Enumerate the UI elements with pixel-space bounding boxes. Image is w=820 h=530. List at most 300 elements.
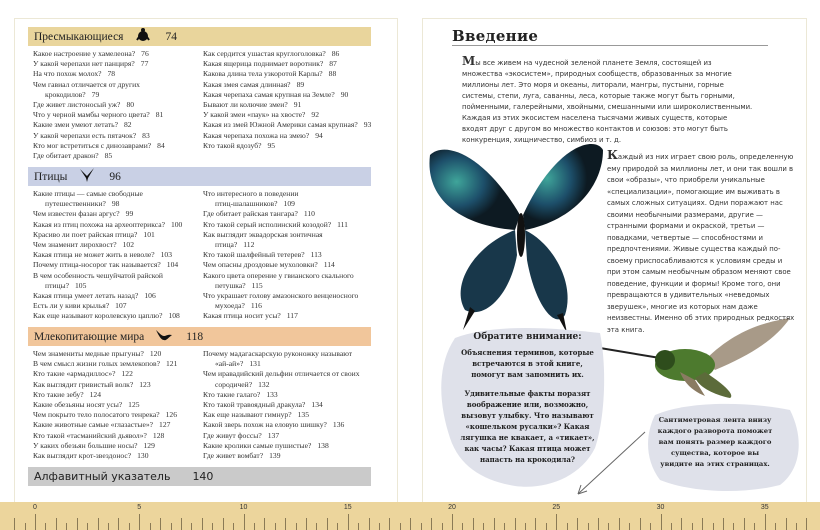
ruler-tick bbox=[462, 523, 463, 530]
ruler-label: 15 bbox=[343, 504, 352, 511]
toc-entry[interactable] bbox=[203, 260, 358, 270]
ruler-tick bbox=[661, 514, 662, 530]
entry-question: Бывают ли колючие змеи? bbox=[203, 100, 288, 110]
entry-page-number: 131 bbox=[249, 359, 261, 369]
drop-cap: К bbox=[607, 148, 618, 162]
toc-column-left bbox=[33, 49, 165, 161]
toc-entry[interactable] bbox=[203, 410, 360, 420]
toc-entry[interactable] bbox=[33, 301, 182, 311]
page-title: Введение bbox=[452, 27, 539, 45]
entry-question: Кто такой ядозуб? bbox=[203, 140, 262, 150]
toc-entry[interactable] bbox=[203, 49, 371, 59]
entry-question: Чем знамениты медные прыгуны? bbox=[33, 349, 144, 358]
entry-page-number: 102 bbox=[122, 240, 134, 250]
entry-page-number: 91 bbox=[293, 100, 302, 110]
toc-entry[interactable] bbox=[203, 110, 371, 120]
toc-entry[interactable] bbox=[33, 220, 182, 230]
toc-column-right bbox=[203, 49, 371, 151]
ruler-tick bbox=[306, 518, 307, 530]
toc-entry[interactable] bbox=[203, 369, 360, 389]
drop-cap: М bbox=[462, 54, 476, 68]
ruler-label: 30 bbox=[656, 504, 665, 511]
ruler-tick bbox=[619, 518, 620, 530]
toc-column-right bbox=[203, 189, 358, 322]
entry-page-number: 77 bbox=[140, 59, 149, 69]
ruler-label: 0 bbox=[33, 504, 37, 511]
ruler-label: 20 bbox=[448, 504, 456, 511]
ruler-tick bbox=[556, 514, 557, 530]
entry-page-number: 82 bbox=[123, 120, 132, 130]
ruler-tick bbox=[223, 518, 224, 530]
toc-entry[interactable] bbox=[203, 131, 371, 141]
ruler-tick bbox=[316, 523, 317, 530]
entry-page-number: 133 bbox=[266, 389, 278, 399]
ruler-tick bbox=[786, 518, 787, 530]
ruler-tick bbox=[671, 523, 672, 530]
butterfly-image bbox=[425, 135, 605, 335]
paragraph-text: ы все живем на чудесной зеленой планете Земля, состоящей из множества «экосистем», природных сообществ, образованных за многие миллионы лет. Это моря и океаны, литорали, мангры, пустыни, горные системы, степи, луга, саванны, леса, которые также могут быть горными, пойменными, галерейными, хвойными, смешанными или широколиственными. Каждая из этих экосистем населена тысячами живых существ, которые входят друг с другом во множество контактов и союзов: это могут быть конкуренция, хищничество, симбиоз и т. д. bbox=[462, 59, 753, 144]
entry-page-number: 125 bbox=[128, 400, 140, 410]
entry-page-number: 107 bbox=[115, 301, 127, 311]
entry-page-number: 95 bbox=[267, 140, 276, 150]
entry-page-number: 81 bbox=[155, 110, 164, 120]
entry-question: Чем знаменит лирохвост? bbox=[33, 240, 117, 250]
toc-entry[interactable] bbox=[33, 451, 177, 461]
section-page-number: 96 bbox=[109, 170, 121, 183]
section-title: Млекопитающие мира bbox=[34, 330, 145, 343]
entry-page-number: 98 bbox=[111, 199, 120, 209]
intro-paragraph-2 bbox=[607, 150, 797, 336]
ruler-tick bbox=[56, 518, 57, 530]
ruler-tick bbox=[400, 523, 401, 530]
entry-question: Кто такие «армадиллос»? bbox=[33, 369, 116, 379]
ruler-tick bbox=[806, 518, 807, 530]
ruler-tick bbox=[535, 518, 536, 530]
entry-page-number: 137 bbox=[267, 430, 280, 440]
entry-page-number: 139 bbox=[269, 451, 281, 461]
entry-question: На что похож молох? bbox=[33, 69, 102, 79]
toc-entry[interactable] bbox=[203, 230, 358, 250]
centimeter-ruler bbox=[0, 502, 820, 530]
entry-page-number: 121 bbox=[166, 359, 178, 369]
toc-entry[interactable] bbox=[33, 100, 165, 110]
entry-page-number: 110 bbox=[303, 209, 315, 219]
ruler-tick bbox=[358, 523, 359, 530]
entry-question: Что украшает голову амазонского венценосного bbox=[203, 291, 359, 301]
ruler-tick bbox=[765, 514, 766, 530]
entry-question: Какое настроение у хамелеона? bbox=[33, 49, 136, 58]
ruler-tick bbox=[150, 523, 151, 530]
toc-entry[interactable] bbox=[33, 110, 165, 120]
ruler-tick bbox=[202, 518, 203, 530]
ruler-tick bbox=[525, 523, 526, 530]
toc-entry[interactable] bbox=[203, 431, 360, 441]
ruler-label: 10 bbox=[239, 504, 248, 511]
entry-question: Кто такой серый исполинский козодой? bbox=[203, 219, 332, 229]
entry-page-number: 124 bbox=[89, 389, 101, 399]
toc-entry[interactable] bbox=[33, 209, 182, 219]
entry-question-continued: птиц-шалашников? bbox=[215, 199, 278, 209]
toc-entry[interactable] bbox=[203, 220, 358, 230]
attention-callout bbox=[455, 332, 600, 473]
ruler-tick bbox=[692, 523, 693, 530]
toc-entry[interactable] bbox=[203, 420, 360, 430]
entry-page-number: 89 bbox=[296, 79, 305, 89]
ruler-tick bbox=[389, 518, 390, 530]
ruler-tick bbox=[181, 518, 182, 530]
entry-page-number: 115 bbox=[251, 280, 263, 290]
entry-page-number: 116 bbox=[250, 301, 262, 311]
toc-entry[interactable] bbox=[33, 441, 177, 451]
toc-entry[interactable] bbox=[33, 260, 182, 270]
toc-entry[interactable] bbox=[203, 311, 358, 321]
entry-page-number: 85 bbox=[104, 151, 113, 161]
entry-question: Как сердится ушастая круглоголовка? bbox=[203, 49, 326, 58]
toc-entry[interactable] bbox=[203, 271, 358, 291]
toc-entry[interactable] bbox=[33, 59, 165, 69]
toc-entry[interactable] bbox=[203, 59, 371, 69]
ruler-tick bbox=[754, 523, 755, 530]
ruler-tick bbox=[640, 518, 641, 530]
entry-page-number: 126 bbox=[165, 410, 177, 420]
entry-page-number: 129 bbox=[143, 440, 155, 450]
entry-question: Как выглядит крот-звездонос? bbox=[33, 451, 132, 461]
entry-page-number: 101 bbox=[143, 229, 155, 239]
ruler-tick bbox=[98, 518, 99, 530]
entry-page-number: 105 bbox=[74, 280, 87, 290]
ruler-tick bbox=[45, 523, 46, 530]
entry-question: Чем гавиал отличается от других bbox=[33, 79, 140, 89]
ruler-tick bbox=[733, 523, 734, 530]
entry-question: Какой зверь похож на еловую шишку? bbox=[203, 420, 327, 430]
toc-section-header[interactable] bbox=[28, 27, 371, 46]
toc-section-header[interactable] bbox=[28, 167, 371, 186]
entry-page-number: 138 bbox=[317, 440, 329, 450]
ruler-tick bbox=[66, 523, 67, 530]
entry-page-number: 113 bbox=[310, 250, 322, 260]
ruler-label: 35 bbox=[760, 504, 769, 511]
callout-title: Обратите внимание: bbox=[473, 332, 582, 342]
entry-question: У какой черепахи нет панциря? bbox=[33, 59, 135, 69]
entry-page-number: 128 bbox=[152, 430, 165, 440]
entry-question-continued: птицы? bbox=[45, 280, 69, 290]
toc-entry[interactable] bbox=[33, 349, 177, 359]
ruler-tick bbox=[494, 518, 495, 530]
ruler-tick bbox=[473, 518, 474, 530]
ruler-tick bbox=[348, 514, 349, 530]
ruler-tick bbox=[650, 523, 651, 530]
entry-question: Какие кролики самые пушистые? bbox=[203, 440, 312, 450]
ruler-tick bbox=[285, 518, 286, 530]
toc-entry[interactable] bbox=[203, 349, 360, 369]
entry-page-number: 130 bbox=[137, 451, 149, 461]
toc-entry[interactable] bbox=[33, 311, 182, 321]
ruler-tick bbox=[327, 518, 328, 530]
toc-column-left bbox=[33, 189, 182, 322]
toc-column-left bbox=[33, 349, 177, 461]
toc-entry[interactable] bbox=[203, 120, 371, 130]
ruler-tick bbox=[629, 523, 630, 530]
entry-question: Что интересного в поведении bbox=[203, 189, 299, 198]
entry-question: Чем известен фазан аргус? bbox=[33, 209, 120, 219]
entry-question: Какова длина тела узкоротой Карлы? bbox=[203, 69, 323, 79]
toc-entry[interactable] bbox=[203, 250, 358, 260]
ruler-tick bbox=[588, 523, 589, 530]
section-page-number: 140 bbox=[192, 470, 214, 483]
entry-question-continued: путешественники? bbox=[45, 199, 106, 209]
entry-question: Какая птица умеет летать назад? bbox=[33, 291, 139, 301]
toc-entry[interactable] bbox=[33, 271, 182, 291]
ruler-tick bbox=[410, 518, 411, 530]
toc-index-header[interactable] bbox=[28, 467, 371, 486]
entry-question: Где обитает дракон? bbox=[33, 151, 99, 161]
ruler-tick bbox=[212, 523, 213, 530]
entry-question: Какие обезьяны носят усы? bbox=[33, 400, 123, 410]
entry-page-number: 99 bbox=[125, 209, 134, 219]
ruler-tick bbox=[233, 523, 234, 530]
entry-page-number: 103 bbox=[160, 250, 172, 260]
entry-page-number: 135 bbox=[297, 410, 309, 420]
entry-page-number: 109 bbox=[283, 199, 295, 209]
entry-page-number: 84 bbox=[157, 140, 165, 150]
toc-entry[interactable] bbox=[203, 291, 358, 311]
entry-question: Какие птицы — самые свободные bbox=[33, 189, 143, 198]
ruler-tick bbox=[160, 518, 161, 530]
ruler-tick bbox=[77, 518, 78, 530]
callout-text-terms: Объяснения терминов, которые встречаются в этой книге, помогут вам запомнить их. bbox=[461, 348, 594, 379]
entry-question-continued: птица? bbox=[215, 240, 238, 250]
entry-question: Есть ли у киви крылья? bbox=[33, 301, 110, 311]
section-page-number: 118 bbox=[186, 330, 204, 343]
entry-page-number: 117 bbox=[286, 311, 298, 321]
ruler-tick bbox=[577, 518, 578, 530]
toc-entry[interactable] bbox=[33, 420, 177, 430]
toc-entry[interactable] bbox=[33, 291, 182, 301]
entry-question: В чем смысл жизни голых землекопов? bbox=[33, 359, 160, 369]
toc-entry[interactable] bbox=[203, 80, 371, 90]
entry-question: Почему мадагаскарскую руконожку называют bbox=[203, 349, 353, 358]
entry-page-number: 114 bbox=[323, 260, 335, 270]
section-page-number: 74 bbox=[165, 30, 177, 43]
toc-entry[interactable] bbox=[203, 189, 358, 209]
ruler-tick bbox=[296, 523, 297, 530]
entry-page-number: 86 bbox=[331, 49, 340, 58]
ruler-tick bbox=[108, 523, 109, 530]
ruler-tick bbox=[723, 518, 724, 530]
ruler-tick bbox=[515, 518, 516, 530]
entry-page-number: 94 bbox=[315, 130, 323, 140]
title-underline bbox=[452, 45, 768, 46]
toc-entry[interactable] bbox=[203, 441, 360, 451]
ruler-tick bbox=[681, 518, 682, 530]
entry-page-number: 106 bbox=[144, 291, 156, 301]
section-title: Пресмыкающиеся bbox=[34, 30, 124, 43]
toc-entry[interactable] bbox=[33, 250, 182, 260]
toc-entry[interactable] bbox=[33, 359, 177, 369]
entry-page-number: 120 bbox=[149, 349, 162, 358]
entry-page-number: 90 bbox=[340, 89, 349, 99]
ruler-tick bbox=[25, 523, 26, 530]
toc-entry[interactable] bbox=[33, 80, 165, 100]
entry-question: Чем иравадийский дельфин отличается от своих bbox=[203, 369, 360, 379]
ruler-tick bbox=[369, 518, 370, 530]
entry-question: Какие змеи умеют летать? bbox=[33, 120, 118, 130]
toc-entry[interactable] bbox=[203, 209, 358, 219]
entry-question: Какая из птиц похожа на археоптерикса? bbox=[33, 219, 165, 229]
entry-question: У каких обезьян большие носы? bbox=[33, 440, 138, 450]
toc-entry[interactable] bbox=[33, 131, 165, 141]
toc-entry[interactable] bbox=[203, 100, 371, 110]
bat-icon bbox=[144, 328, 172, 345]
entry-question: Чем покрыто тело полосатого тенрека? bbox=[33, 410, 160, 420]
entry-question: Какая из змей Южной Америки самая крупная? bbox=[203, 120, 358, 130]
toc-entry[interactable] bbox=[33, 380, 177, 390]
entry-question: Какая черепаха самая крупная на Земле? bbox=[203, 89, 335, 99]
entry-page-number: 79 bbox=[91, 89, 100, 99]
toc-entry[interactable] bbox=[33, 400, 177, 410]
toc-entry[interactable] bbox=[33, 369, 177, 379]
ruler-tick bbox=[796, 523, 797, 530]
entry-question: Как еще называют королевскую цаплю? bbox=[33, 311, 163, 321]
entry-question: Кто такой «тасманийский дьявол»? bbox=[33, 430, 147, 440]
ruler-tick bbox=[702, 518, 703, 530]
entry-question: Кто такой шалфейный тетерев? bbox=[203, 250, 305, 260]
entry-question: Какая змея самая длинная? bbox=[203, 79, 291, 89]
callout-text-facts: Удивительные факты поразят воображение или, возможно, вызовут улыбку. Что называют «кошельком русалки»? Какая лягушка не квакает, а «тикает», как часы? Какая птица может напасть на крокодила? bbox=[460, 389, 595, 464]
ruler-tick bbox=[567, 523, 568, 530]
ruler-tick bbox=[442, 523, 443, 530]
entry-question: Как выглядит гривистый волк? bbox=[33, 379, 134, 389]
entry-page-number: 78 bbox=[107, 69, 116, 79]
toc-entry[interactable] bbox=[203, 69, 371, 79]
ruler-label: 5 bbox=[137, 504, 142, 511]
ruler-note: Сантиметровая лента внизу каждого разворота поможет вам понять размер каждого существа, которое вы увидите на этих страницах. bbox=[657, 416, 773, 468]
entry-question: У какой змеи «паук» на хвосте? bbox=[203, 110, 306, 120]
toc-entry[interactable] bbox=[203, 451, 360, 461]
toc-entry[interactable] bbox=[33, 240, 182, 250]
ruler-tick bbox=[35, 514, 36, 530]
entry-question: У какой черепахи есть пятачок? bbox=[33, 130, 137, 140]
entry-page-number: 100 bbox=[170, 219, 183, 229]
ruler-tick bbox=[379, 523, 380, 530]
entry-page-number: 132 bbox=[258, 379, 270, 389]
entry-question: Какая ящерица поднимает воротник? bbox=[203, 59, 324, 69]
toc-entry[interactable] bbox=[203, 390, 360, 400]
entry-page-number: 127 bbox=[159, 420, 171, 430]
toc-entry[interactable] bbox=[33, 69, 165, 79]
ruler-label: 25 bbox=[552, 504, 561, 511]
entry-question: Какая птица носит усы? bbox=[203, 311, 281, 321]
entry-page-number: 112 bbox=[243, 240, 255, 250]
toc-entry[interactable] bbox=[33, 49, 165, 59]
toc-entry[interactable] bbox=[33, 120, 165, 130]
ruler-tick bbox=[546, 523, 547, 530]
entry-page-number: 87 bbox=[329, 59, 337, 69]
entry-question: Как еще называют гимнур? bbox=[203, 410, 292, 420]
toc-entry[interactable] bbox=[33, 189, 182, 209]
entry-question-continued: мухоеда? bbox=[215, 301, 245, 311]
toc-entry[interactable] bbox=[203, 141, 371, 151]
entry-page-number: 92 bbox=[311, 110, 320, 120]
ruler-tick bbox=[483, 523, 484, 530]
ruler-tick bbox=[431, 518, 432, 530]
entry-page-number: 122 bbox=[121, 369, 133, 379]
entry-question-continued: крокодилов? bbox=[45, 89, 86, 99]
paragraph-text: аждый из них играет свою роль, определенную ему природой за миллионы лет, и они так вошли в свои «образы», что приобрели уникальные «специализации», помогающие им выживать в самых сложных ситуациях. Одни поражают нас своими необычными размерами, другие — странными формами и окраской, третьи — повадками, четвертые — способностями и предпочтениями. Живые существа каждый по-своему приспосабливаются к условиям среды и при этом самым необычным образом меняют свое поведение, функции и формы! Кроме того, они превращаются в удивительных «неведомых зверушек», многие из которых нам даже неизвестны. Именно об этих природных редкостях эта книга. bbox=[607, 153, 795, 334]
entry-page-number: 123 bbox=[139, 379, 151, 389]
toc-entry[interactable] bbox=[33, 410, 177, 420]
intro-paragraph-1 bbox=[462, 56, 754, 146]
entry-question: Какого цвета оперение у гвианского скального bbox=[203, 270, 354, 280]
ruler-tick bbox=[87, 523, 88, 530]
ruler-tick bbox=[264, 518, 265, 530]
toc-section-header[interactable] bbox=[28, 327, 371, 346]
toc-entry[interactable] bbox=[33, 141, 165, 151]
toc-entry[interactable] bbox=[33, 151, 165, 161]
entry-question: Чем опасны дроздовые мухоловки? bbox=[203, 260, 318, 270]
ruler-tick bbox=[14, 518, 15, 530]
entry-page-number: 93 bbox=[363, 120, 372, 130]
toc-entry[interactable] bbox=[203, 400, 360, 410]
entry-question: Кто такие зебу? bbox=[33, 389, 84, 399]
ruler-tick bbox=[337, 523, 338, 530]
entry-question: Почему птица-носорог так называется? bbox=[33, 260, 161, 270]
ruler-tick bbox=[254, 523, 255, 530]
ruler-tick bbox=[244, 514, 245, 530]
entry-page-number: 134 bbox=[311, 400, 323, 410]
entry-question: Где живет вомбат? bbox=[203, 451, 264, 461]
ruler-tick bbox=[452, 514, 453, 530]
entry-page-number: 111 bbox=[337, 219, 348, 229]
entry-question-continued: «ай-ай»? bbox=[215, 359, 244, 369]
section-title: Птицы bbox=[34, 170, 68, 183]
ruler-tick bbox=[139, 514, 140, 530]
entry-question: Кто такой травоядный дракула? bbox=[203, 400, 306, 410]
entry-page-number: 136 bbox=[332, 420, 345, 430]
toc-column-right bbox=[203, 349, 360, 461]
bird-icon bbox=[67, 168, 95, 185]
toc-entry[interactable] bbox=[33, 390, 177, 400]
ruler-tick bbox=[504, 523, 505, 530]
entry-question: Какие животные самые «глазастые»? bbox=[33, 420, 154, 430]
entry-question: Где живут фоссы? bbox=[203, 430, 262, 440]
ruler-tick bbox=[171, 523, 172, 530]
entry-page-number: 80 bbox=[126, 100, 135, 110]
entry-question-continued: петушка? bbox=[215, 280, 246, 290]
turtle-icon bbox=[123, 28, 151, 45]
ruler-tick bbox=[191, 523, 192, 530]
toc-entry[interactable] bbox=[33, 431, 177, 441]
entry-question: Кто мог встретиться с динозаврами? bbox=[33, 140, 152, 150]
toc-entry[interactable] bbox=[203, 90, 371, 100]
ruler-tick bbox=[275, 523, 276, 530]
entry-question: Кто такие галаго? bbox=[203, 389, 261, 399]
ruler-tick bbox=[713, 523, 714, 530]
ruler-tick bbox=[118, 518, 119, 530]
entry-question: Где живет листоносый уж? bbox=[33, 100, 121, 110]
entry-question: Где обитает райская тангара? bbox=[203, 209, 298, 219]
entry-question: Какая черепаха похожа на змею? bbox=[203, 130, 310, 140]
entry-page-number: 108 bbox=[168, 311, 180, 321]
entry-page-number: 88 bbox=[328, 69, 337, 79]
toc-entry[interactable] bbox=[33, 230, 182, 240]
ruler-tick bbox=[744, 518, 745, 530]
entry-page-number: 76 bbox=[141, 49, 149, 58]
entry-question-continued: сородичей? bbox=[215, 379, 253, 389]
ruler-tick bbox=[598, 518, 599, 530]
entry-page-number: 104 bbox=[166, 260, 179, 270]
ruler-tick bbox=[129, 523, 130, 530]
